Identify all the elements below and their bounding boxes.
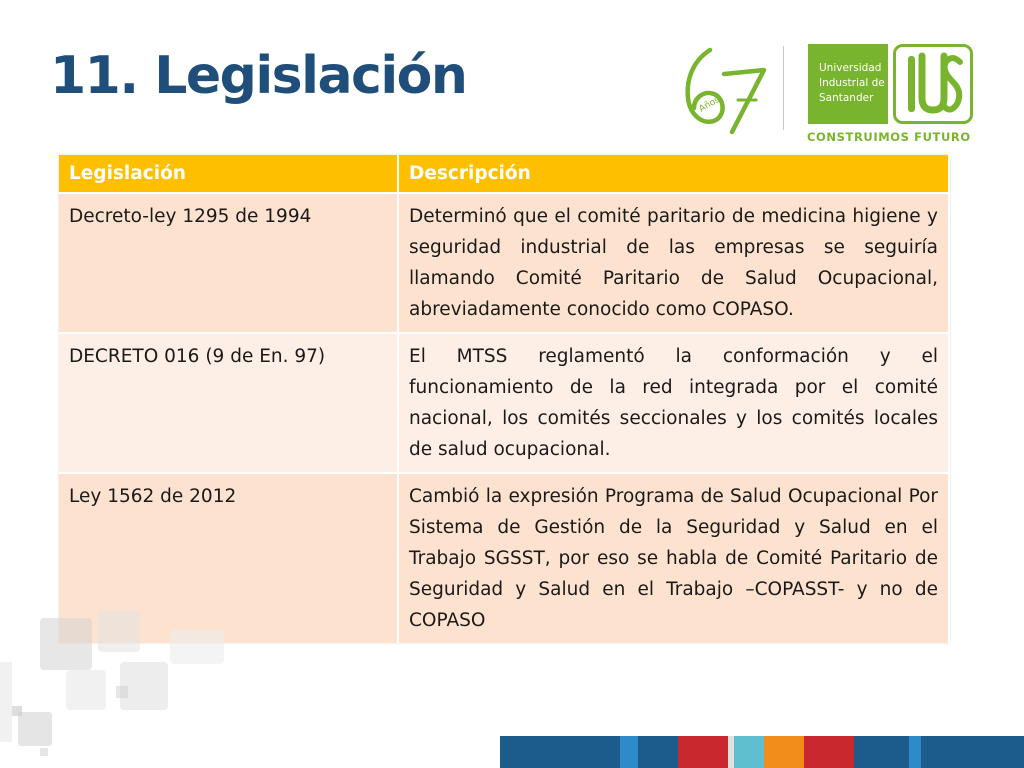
strip-segment: [500, 736, 620, 768]
strip-segment: [909, 736, 921, 768]
table-row: [59, 333, 949, 473]
anniversary-label: Años: [697, 94, 722, 115]
strip-segment: [854, 736, 909, 768]
description-cell: Determinó que el comité paritario de medicina higiene y seguridad industrial de las empresas se seguiría llamando Comité Paritario de Salud Ocupacional, abreviadamente conocido como COPASO.: [398, 193, 949, 333]
decorative-squares: [0, 600, 230, 768]
anniversary-67-logo: [680, 44, 770, 136]
strip-segment: [638, 736, 678, 768]
table-row: [59, 193, 949, 333]
bottom-color-strip: [500, 736, 1024, 768]
legislation-cell: Ley 1562 de 2012: [59, 473, 398, 643]
description-cell: Cambió la expresión Programa de Salud Ocupacional Por Sistema de Gestión de la Seguridad y Salud en el Trabajo SGSST, por eso se habla de Comité Paritario de Seguridad y Salud en el Trabajo –COPASST- y no de COPASO: [398, 473, 949, 643]
strip-segment: [764, 736, 804, 768]
legislation-cell: DECRETO 016 (9 de En. 97): [59, 333, 398, 473]
uis-emblem-logo: [893, 44, 973, 124]
university-motto: CONSTRUIMOS FUTURO: [807, 130, 971, 144]
column-header-description: Descripción: [398, 155, 949, 193]
table-header-row: [59, 155, 949, 193]
strip-segment: [804, 736, 854, 768]
strip-segment: [734, 736, 764, 768]
university-name-box: [808, 44, 888, 124]
strip-segment: [620, 736, 638, 768]
university-line-2: Industrial de: [819, 77, 885, 89]
legislation-cell: Decreto-ley 1295 de 1994: [59, 193, 398, 333]
strip-segment: [678, 736, 728, 768]
strip-segment: [921, 736, 1024, 768]
logo-divider: [783, 46, 784, 130]
slide-title: 11. Legislación: [50, 46, 467, 106]
column-header-legislation: Legislación: [59, 155, 398, 193]
university-line-1: Universidad: [819, 62, 882, 74]
university-line-3: Santander: [819, 92, 874, 104]
legislation-table: [59, 155, 950, 643]
description-cell: El MTSS reglamentó la conformación y el funcionamiento de la red integrada por el comité nacional, los comités seccionales y los comités locales de salud ocupacional.: [398, 333, 949, 473]
